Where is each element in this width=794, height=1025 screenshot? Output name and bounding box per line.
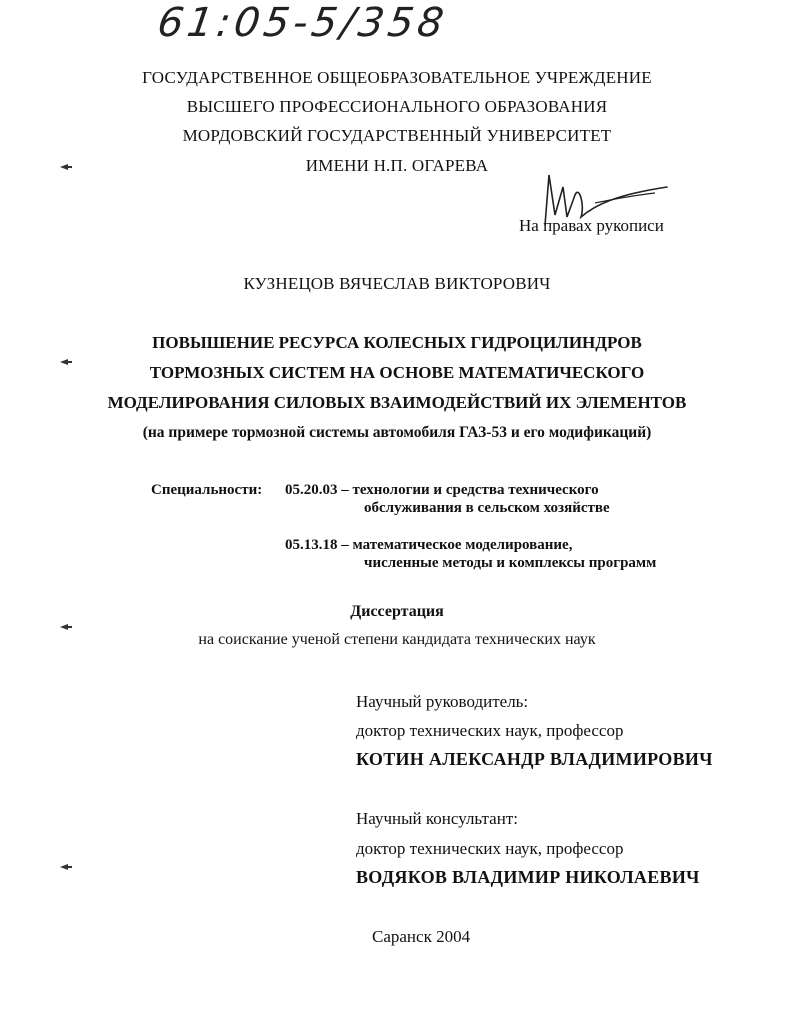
specialty-2-line-1: 05.13.18 – математическое моделирование, [285,537,573,553]
institution-line-1: ГОСУДАРСТВЕННОЕ ОБЩЕОБРАЗОВАТЕЛЬНОЕ УЧРЕЖДЕНИЕ [142,68,652,87]
thesis-subtitle: (на примере тормозной системы автомобиля ГАЗ-53 и его модификаций) [142,424,652,441]
dissertation-heading: Диссертация [350,603,444,620]
supervisor-title: доктор технических наук, профессор [356,721,624,740]
institution-line-4: ИМЕНИ Н.П. ОГАРЕВА [305,156,489,175]
archive-number: 61:05-5/358 [154,0,451,46]
manuscript-note: На правах рукописи [519,216,664,235]
institution-line-2: ВЫСШЕГО ПРОФЕССИОНАЛЬНОГО ОБРАЗОВАНИЯ [186,97,608,116]
thesis-title-line-3: МОДЕЛИРОВАНИЯ СИЛОВЫХ ВЗАИМОДЕЙСТВИЙ ИХ ЭЛЕМЕНТОВ [107,393,687,412]
specialty-1-line-2: обслуживания в сельском хозяйстве [364,500,610,516]
specialty-2-line-2: численные методы и комплексы программ [364,555,657,571]
margin-mark-icon [60,357,72,367]
supervisor-name: КОТИН АЛЕКСАНДР ВЛАДИМИРОВИЧ [356,749,713,769]
degree-statement: на соискание ученой степени кандидата технических наук [198,631,596,648]
institution-line-3: МОРДОВСКИЙ ГОСУДАРСТВЕННЫЙ УНИВЕРСИТЕТ [182,126,612,145]
supervisor-role: Научный руководитель: [356,692,529,711]
thesis-title-line-2: ТОРМОЗНЫХ СИСТЕМ НА ОСНОВЕ МАТЕМАТИЧЕСКОГО [149,363,645,382]
specialties-label: Специальности: [151,482,263,498]
consultant-title: доктор технических наук, профессор [356,839,624,858]
margin-mark-icon [60,622,72,632]
specialty-1-line-1: 05.20.03 – технологии и средства технического [285,482,599,498]
city-year: Саранск 2004 [372,927,471,946]
margin-mark-icon [60,862,72,872]
margin-mark-icon [60,162,72,172]
author-name: КУЗНЕЦОВ ВЯЧЕСЛАВ ВИКТОРОВИЧ [243,274,551,293]
thesis-title-line-1: ПОВЫШЕНИЕ РЕСУРСА КОЛЕСНЫХ ГИДРОЦИЛИНДРОВ [152,333,642,352]
consultant-name: ВОДЯКОВ ВЛАДИМИР НИКОЛАЕВИЧ [356,867,700,887]
consultant-role: Научный консультант: [356,809,518,828]
